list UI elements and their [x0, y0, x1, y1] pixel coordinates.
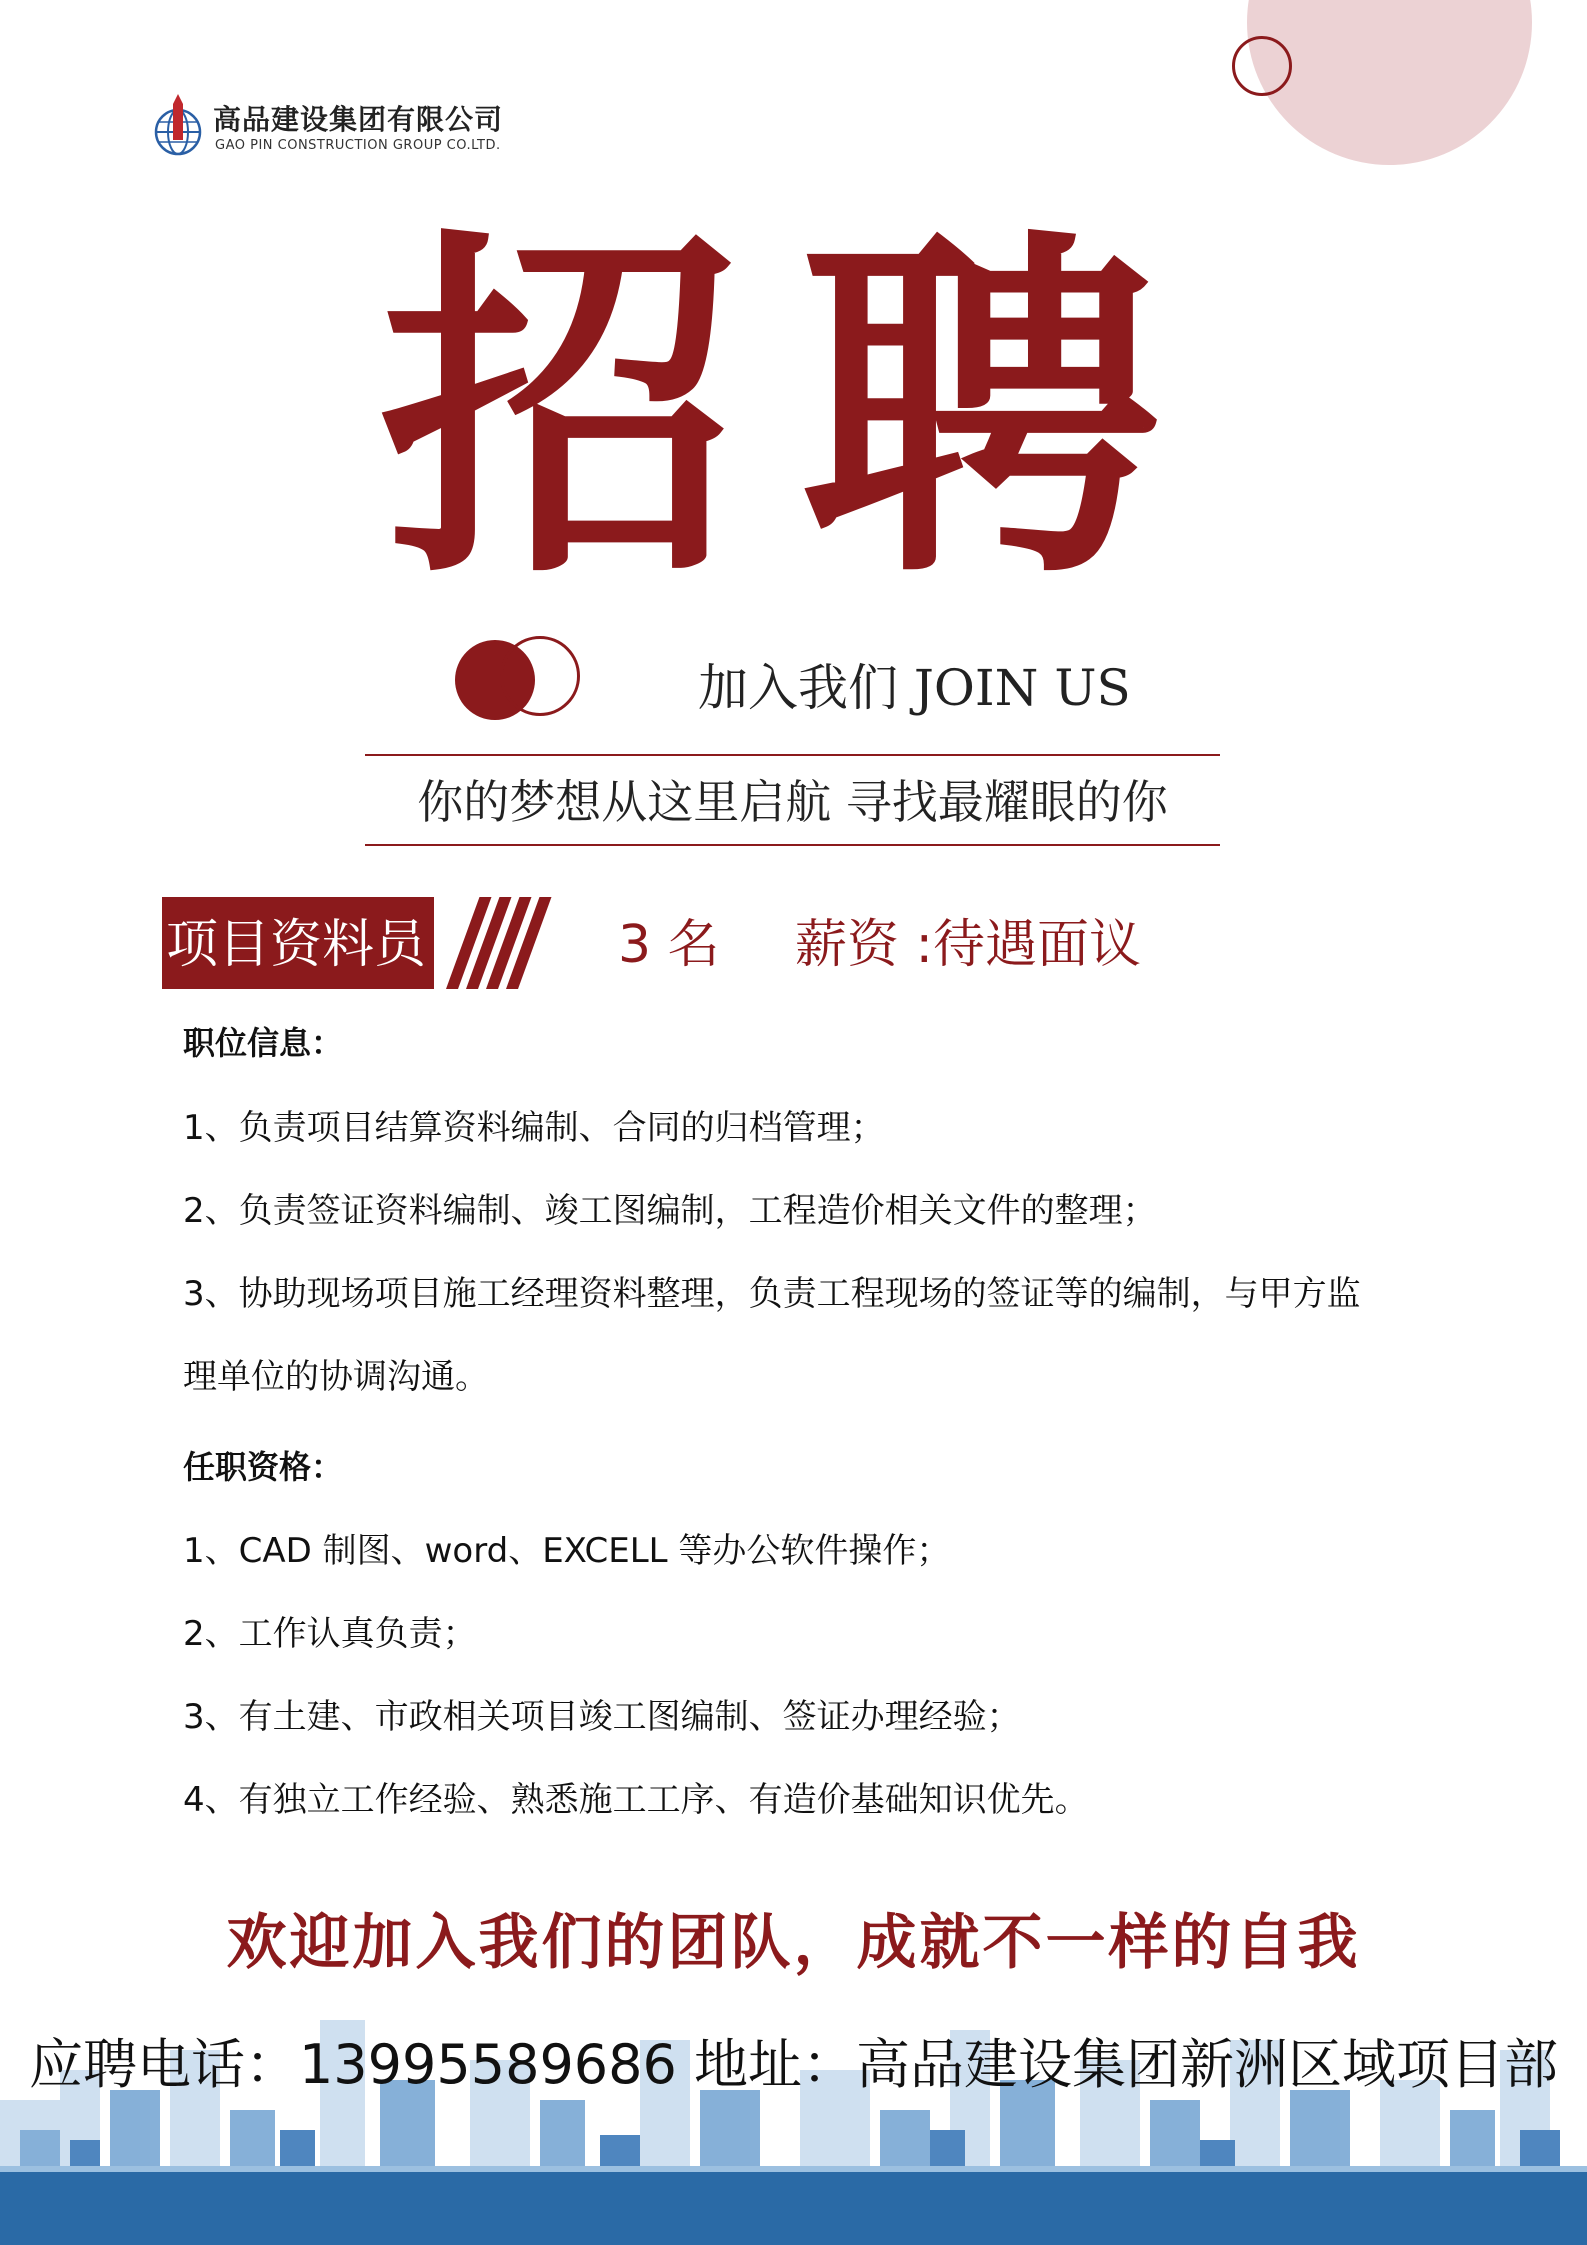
duty-item: 1、负责项目结算资料编制、合同的归档管理；	[183, 1108, 885, 1148]
page-title: 招聘	[380, 198, 1220, 621]
decorative-dot-ring	[500, 636, 580, 716]
welcome-banner: 欢迎加入我们的团队，成就不一样的自我	[226, 1908, 1361, 1978]
company-name: 高品建设集团有限公司	[213, 103, 504, 136]
footer-band	[0, 2172, 1587, 2245]
job-salary: 薪资 :待遇面议	[795, 915, 1142, 975]
requirement-item: 2、工作认真负责；	[183, 1614, 477, 1654]
duties-heading: 职位信息：	[183, 1024, 344, 1062]
duty-item: 2、负责签证资料编制、竣工图编制，工程造价相关文件的整理；	[183, 1191, 1157, 1231]
company-logo-icon	[153, 92, 203, 156]
requirement-item: 4、有独立工作经验、熟悉施工工序、有造价基础知识优先。	[183, 1780, 1089, 1820]
requirements-heading: 任职资格：	[183, 1448, 344, 1486]
job-count: 3 名	[618, 915, 720, 975]
company-logo	[153, 92, 533, 162]
requirement-item: 1、CAD 制图、word、EXCELL 等办公软件操作；	[183, 1531, 951, 1571]
contact-info: 应聘电话：13995589686 地址：高品建设集团新洲区域项目部	[28, 2033, 1559, 2096]
requirement-item: 3、有土建、市政相关项目竣工图编制、签证办理经验；	[183, 1697, 1021, 1737]
decorative-ring	[1232, 36, 1292, 96]
company-name-en: GAO PIN CONSTRUCTION GROUP CO.LTD.	[215, 138, 501, 153]
decorative-circle	[1247, 0, 1532, 165]
slogan-bottom-rule	[365, 844, 1220, 846]
slogan-top-rule	[365, 754, 1220, 756]
job-position: 项目资料员	[166, 915, 427, 975]
duty-item: 3、协助现场项目施工经理资料整理，负责工程现场的签证等的编制，与甲方监	[183, 1274, 1361, 1314]
join-us-label: 加入我们 JOIN US	[698, 659, 1131, 717]
duty-item: 理单位的协调沟通。	[183, 1357, 489, 1397]
slogan: 你的梦想从这里启航 寻找最耀眼的你	[417, 775, 1168, 829]
